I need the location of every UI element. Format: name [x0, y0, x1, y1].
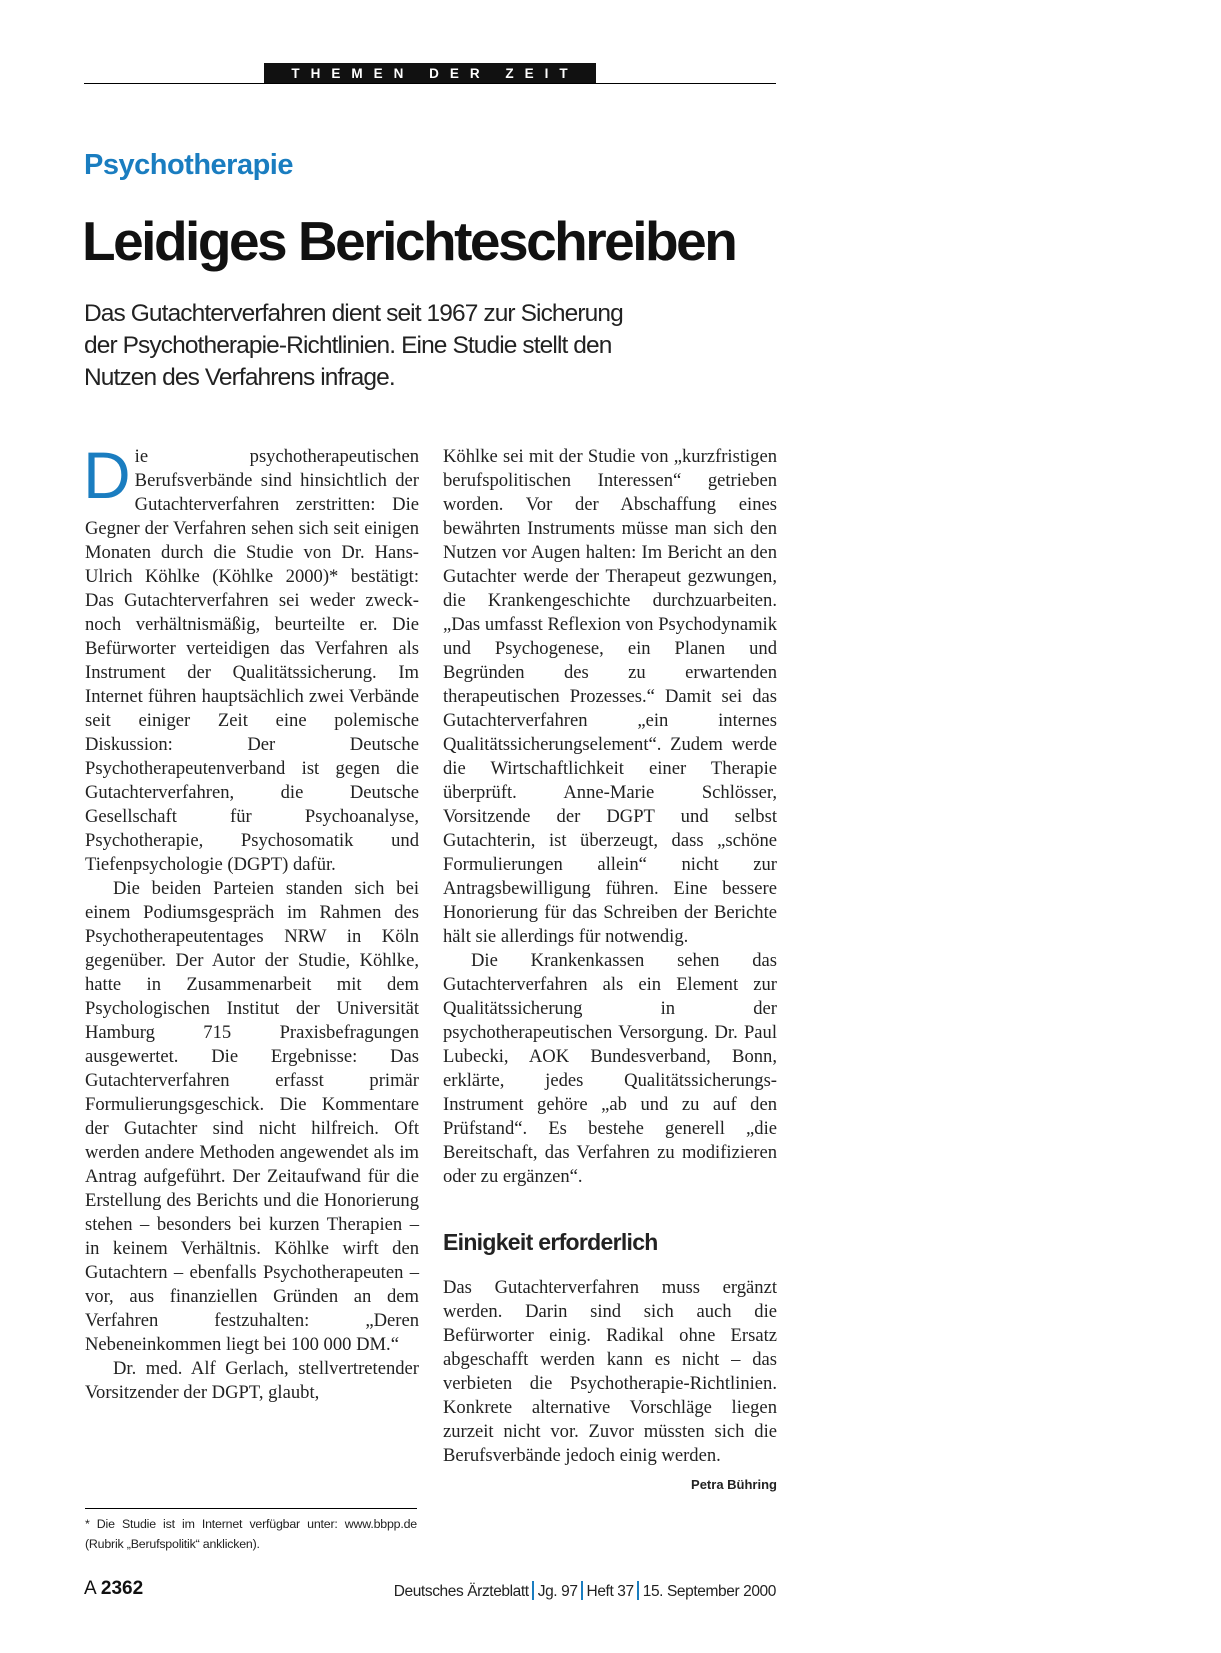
article-lead: Das Gutachterverfahren dient seit 1967 zur Sicherung der Psychotherapie-Richtlinien. Eine Studie stellt den Nutzen des Verfahrens infrage. — [84, 300, 623, 391]
footer-separator — [637, 1581, 639, 1600]
subheading: Einigkeit erforderlich — [443, 1229, 658, 1255]
author-byline: Petra Bühring — [691, 1477, 777, 1492]
paragraph-1-text: ie psychotherapeutischen Berufsverbände sind hinsichtlich der Gutachterverfahren zerstritten: Die Gegner der Verfahren sehen sich seit einigen Monaten durch die Studie von Dr. Hans-Ulrich Köhlke (Köhlke 2000)* bestätigt: Das Gutachterverfahren sei weder zweck- noch verhältnismäßig, beurteilte er. Die Befürworter verteidigen das Verfahren als Instrument der Qualitätssicherung. Im Internet führen hauptsächlich zwei Verbände seit einiger Zeit eine polemische Diskussion: Der Deutsche Psychotherapeutenverband ist gegen die Gutachterverfahren, die Deutsche Gesellschaft für Psychoanalyse, Psychotherapie, Psychosomatik und Tiefenpsychologie (DGPT) dafür. — [85, 446, 419, 875]
column-left — [83, 438, 419, 1405]
footer-separator — [532, 1581, 534, 1600]
paragraph-2: Die beiden Parteien standen sich bei einem Podiumsgespräch im Rahmen des Psychotherapeutentages NRW in Köln gegenüber. Der Autor der Studie, Köhlke, hatte in Zusammenarbeit mit dem Psychologischen Institut der Universität Hamburg 715 Praxisbefragungen ausgewertet. Die Ergebnisse: Das Gutachterverfahren erfasst primär Formulierungsgeschick. Die Kommentare der Gutachter sind nicht hilfreich. Oft werden andere Methoden angewendet als im Antrag aufgeführt. Der Zeitaufwand für die Erstellung des Berichts und die Honorierung stehen – besonders bei kurzen Therapien – in keinem Verhältnis. Köhlke wirft den Gutachtern – ebenfalls Psychotherapeuten – vor, aus finanziellen Gründen an dem Verfahren festzuhalten: „Deren Nebeneinkommen liegt bei 100 000 DM.“ — [85, 878, 419, 1355]
footer-separator — [581, 1581, 583, 1600]
paragraph-6-text: Das Gutachterverfahren muss ergänzt werden. Darin sind sich auch die Befürworter einig. Radikal ohne Ersatz abgeschafft werden kann es nicht – das verbieten die Psychotherapie-Richtlinien. Konkrete alternative Vorschläge liegen zurzeit nicht vor. Zuvor müssten sich die Berufsverbände jedoch einig werden. — [443, 1277, 777, 1466]
journal-footer — [376, 1581, 776, 1601]
header-rule — [84, 83, 776, 84]
journal-volume: Jg. 97 — [537, 1583, 578, 1600]
journal-issue: Heft 37 — [586, 1583, 634, 1600]
article-kicker: Psychotherapie — [84, 149, 293, 181]
page-prefix: A — [84, 1578, 96, 1599]
paragraph-6 — [443, 1276, 777, 1492]
page-number-value: 2362 — [100, 1578, 144, 1599]
page-number — [84, 1578, 143, 1600]
journal-name: Deutsches Ärzteblatt — [393, 1583, 529, 1600]
article-title: Leidiges Berichteschreiben — [82, 210, 736, 272]
paragraph-4: Köhlke sei mit der Studie von „kurzfristigen berufspolitischen Interessen“ getrieben worden. Vor der Abschaffung eines bewährten Instruments müsse man sich den Nutzen vor Augen halten: Im Bericht an den Gutachter werde der Therapeut gezwungen, die Krankengeschichte durchzuarbeiten. „Das umfasst Reflexion von Psychodynamik und Psychogenese, ein Planen und Begründen des zu erwartenden therapeutischen Prozesses.“ Damit sei das Gutachterverfahren „ein internes Qualitätssicherungselement“. Zudem werde die Wirtschaftlichkeit einer Therapie überprüft. Anne-Marie Schlösser, Vorsitzende der DGPT und selbst Gutachterin, ist überzeugt, dass „schöne Formulierungen allein“ nicht zur Antragsbewilligung führen. Eine bessere Honorierung für das Schreiben der Berichte hält sie allerdings für notwendig. — [443, 446, 777, 947]
footnote-rule — [85, 1508, 417, 1509]
drop-cap: D — [83, 438, 131, 512]
section-label: THEMEN DER ZEIT — [264, 63, 596, 84]
paragraph-3: Dr. med. Alf Gerlach, stellvertretender Vorsitzender der DGPT, glaubt, — [85, 1358, 419, 1403]
paragraph-5: Die Krankenkassen sehen das Gutachterverfahren als ein Element zur Qualitätssicherung in der psychotherapeutischen Versorgung. Dr. Paul Lubecki, AOK Bundesverband, Bonn, erklärte, jedes Qualitätssicherungs-Instrument gehöre „ab und zu auf den Prüfstand“. Es bestehe generell „die Bereitschaft, das Verfahren zu modifizieren oder zu ergänzen“. — [443, 950, 777, 1187]
paragraph-1 — [83, 438, 419, 877]
column-right — [443, 445, 777, 1497]
journal-date: 15. September 2000 — [642, 1583, 776, 1600]
footnote: * Die Studie ist im Internet verfügbar unter: www.bbpp.de (Rubrik „Berufspolitik“ anklicken). — [85, 1517, 417, 1551]
